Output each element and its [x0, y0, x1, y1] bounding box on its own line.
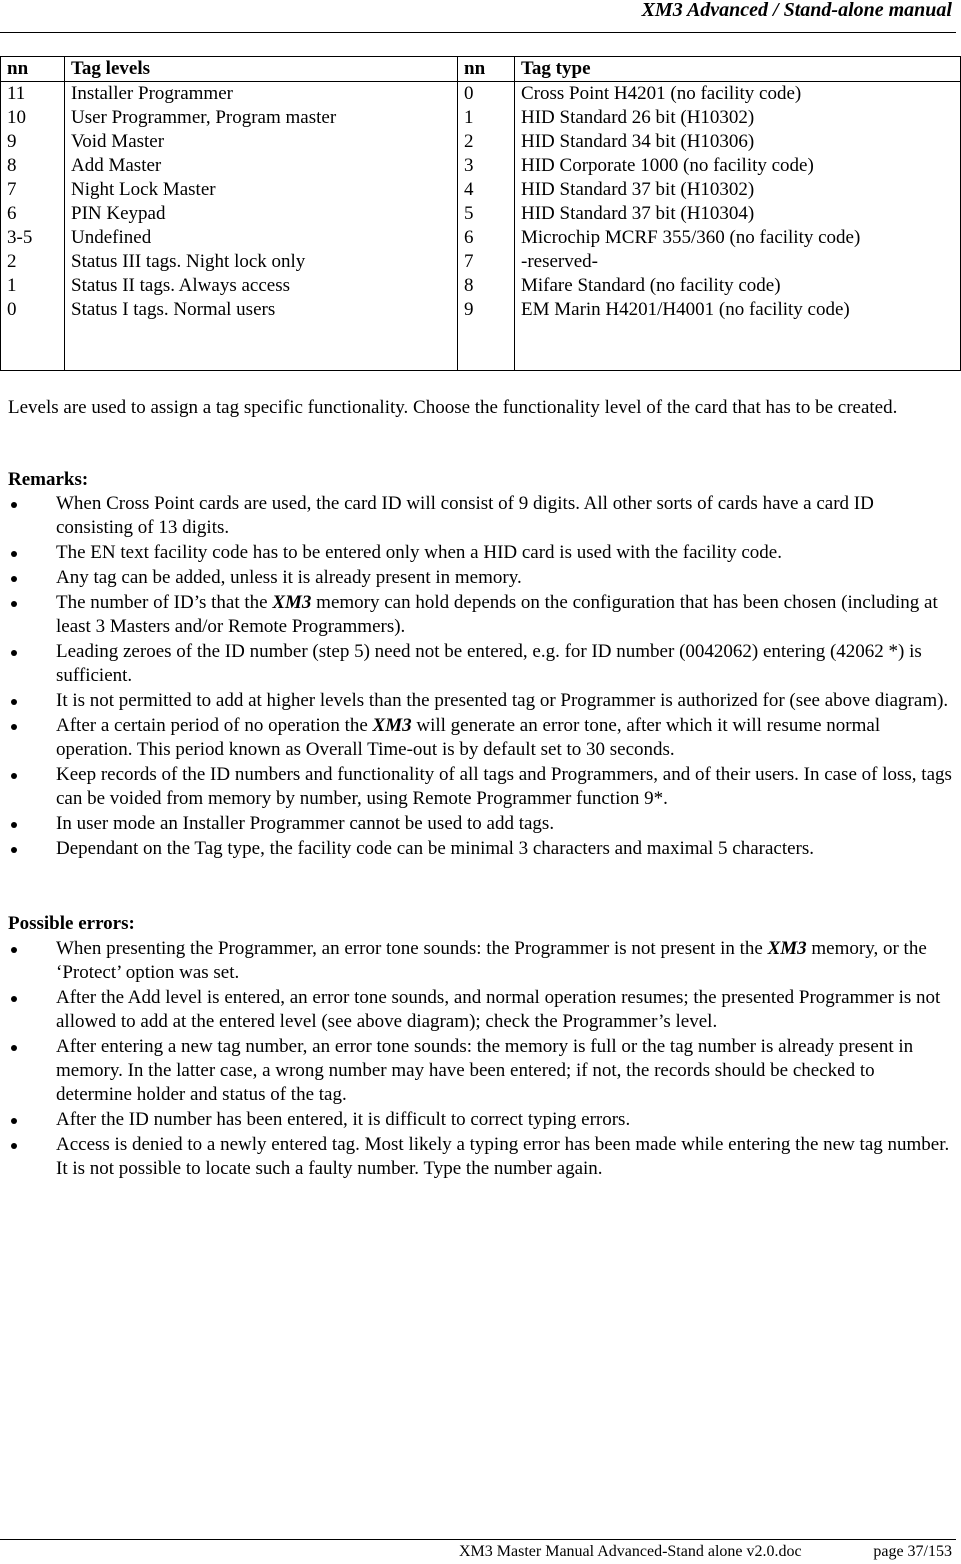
level-names-column [65, 82, 458, 371]
table-cell-line: 0 [464, 83, 474, 104]
bullet-icon [11, 650, 17, 656]
list-item-text: Access is denied to a newly entered tag. Most likely a typing error has been made while entering the new tag number. It is not possible to locate such a faulty number. Type the number again. [56, 1134, 950, 1179]
header-tag-levels: Tag levels [65, 57, 458, 82]
bullet-icon [11, 601, 17, 607]
bullet-icon [11, 996, 17, 1002]
errors-list [0, 937, 953, 1182]
table-cell-line: 0 [7, 299, 17, 320]
table-cell-line: 7 [7, 179, 17, 200]
list-item [0, 812, 953, 836]
table-cell-line: Status II tags. Always access [71, 275, 290, 296]
bullet-icon [11, 502, 17, 508]
list-item [0, 837, 953, 861]
table-cell-line: 11 [7, 83, 26, 104]
list-item-text: When presenting the Programmer, an error tone sounds: the Programmer is not present in the [56, 938, 768, 959]
header-title: XM3 Advanced / Stand-alone manual [641, 0, 952, 21]
footer-page-number: page 37/153 [873, 1543, 952, 1560]
table-cell-line: 10 [7, 107, 26, 128]
product-name: XM3 [272, 592, 312, 613]
level-nn-column [1, 82, 65, 371]
table-cell-line: Status III tags. Night lock only [71, 251, 306, 272]
list-item-text: After entering a new tag number, an error tone sounds: the memory is full or the tag number is already present in memory. In the latter case, a wrong number may have been entered; if not, the records should be checked to determine holder and status of the tag. [56, 1036, 914, 1105]
table-cell-line: HID Standard 37 bit (H10302) [521, 179, 755, 200]
table-cell-line: HID Corporate 1000 (no facility code) [521, 155, 814, 176]
product-name: XM3 [767, 938, 807, 959]
table-cell-line: 1 [7, 275, 17, 296]
table-cell-line: 5 [464, 203, 474, 224]
table-cell-line: PIN Keypad [71, 203, 166, 224]
list-item [0, 937, 953, 985]
table-cell-line: HID Standard 34 bit (H10306) [521, 131, 755, 152]
list-item-text: After a certain period of no operation the [56, 715, 373, 736]
list-item-text: It is not permitted to add at higher levels than the presented tag or Programmer is authorized for (see above diagram). [56, 690, 949, 711]
list-item-text: The EN text facility code has to be entered only when a HID card is used with the facility code. [56, 542, 782, 563]
list-item [0, 492, 953, 540]
table-cell-line: Microchip MCRF 355/360 (no facility code) [521, 227, 861, 248]
table-cell-line: Installer Programmer [71, 83, 233, 104]
table-cell-line: User Programmer, Program master [71, 107, 337, 128]
list-item-text: In user mode an Installer Programmer cannot be used to add tags. [56, 813, 555, 834]
tag-table-header-row [1, 57, 961, 82]
bullet-icon [11, 576, 17, 582]
bullet-icon [11, 822, 17, 828]
table-cell-line: Void Master [71, 131, 165, 152]
list-item [0, 541, 953, 565]
type-nn-column [458, 82, 515, 371]
errors-heading: Possible errors: [8, 913, 135, 934]
list-item-text: The number of ID’s that the [56, 592, 273, 613]
table-cell-line: 6 [7, 203, 17, 224]
list-item-text: memory can hold depends on the configuration that has been chosen (including at least 3 Masters and/or Remote Programmers). [56, 592, 938, 637]
table-cell-line: Status I tags. Normal users [71, 299, 276, 320]
table-cell-line: EM Marin H4201/H4001 (no facility code) [521, 299, 850, 320]
table-cell-line: HID Standard 26 bit (H10302) [521, 107, 755, 128]
product-name: XM3 [372, 715, 412, 736]
list-item [0, 566, 953, 590]
table-cell-line: 3 [464, 155, 474, 176]
list-item [0, 1133, 953, 1181]
bullet-icon [11, 773, 17, 779]
table-cell-line: -reserved- [521, 251, 599, 272]
table-cell-line: 2 [7, 251, 17, 272]
table-cell-line: Night Lock Master [71, 179, 216, 200]
bullet-icon [11, 1045, 17, 1051]
remarks-heading: Remarks: [8, 469, 89, 490]
intro-paragraph: Levels are used to assign a tag specific functionality. Choose the functionality level of the card that has to be created. [8, 397, 898, 418]
table-cell-line: 8 [464, 275, 474, 296]
table-cell-line: 1 [464, 107, 474, 128]
list-item [0, 640, 953, 688]
list-item [0, 763, 953, 811]
table-cell-line: Add Master [71, 155, 162, 176]
list-item [0, 591, 953, 639]
table-cell-line: 3-5 [7, 227, 33, 248]
page-header [0, 0, 956, 33]
list-item [0, 1108, 953, 1132]
bullet-icon [11, 551, 17, 557]
table-cell-line: Cross Point H4201 (no facility code) [521, 83, 802, 104]
table-cell-line: 8 [7, 155, 17, 176]
list-item-text: Leading zeroes of the ID number (step 5) need not be entered, e.g. for ID number (0042062) entering (42062 *) is sufficient. [56, 641, 922, 686]
list-item-text: After the Add level is entered, an error tone sounds, and normal operation resumes; the presented Programmer is not allowed to add at the entered level (see above diagram); check the Programmer’s level. [56, 987, 941, 1032]
page-footer [0, 1539, 956, 1564]
table-cell-line: Undefined [71, 227, 152, 248]
table-cell-line: 9 [464, 299, 474, 320]
bullet-icon [11, 724, 17, 730]
header-nn-types: nn [458, 57, 515, 82]
bullet-icon [11, 1118, 17, 1124]
bullet-icon [11, 699, 17, 705]
tag-table [0, 56, 961, 371]
bullet-icon [11, 847, 17, 853]
list-item [0, 1035, 953, 1107]
table-cell-line: Mifare Standard (no facility code) [521, 275, 781, 296]
list-item-text: memory, or the ‘Protect’ option was set. [56, 938, 927, 983]
list-item [0, 689, 953, 713]
bullet-icon [11, 947, 17, 953]
list-item-text: Dependant on the Tag type, the facility code can be minimal 3 characters and maximal 5 characters. [56, 838, 815, 859]
table-cell-line: 2 [464, 131, 474, 152]
table-cell-line: 4 [464, 179, 474, 200]
tag-table-body-row [1, 82, 961, 371]
list-item-text: will generate an error tone, after which it will resume normal operation. This period known as Overall Time-out is by default set to 30 seconds. [56, 715, 881, 760]
table-cell-line: 9 [7, 131, 17, 152]
list-item [0, 714, 953, 762]
type-names-column [515, 82, 961, 371]
bullet-icon [11, 1143, 17, 1149]
footer-document-name: XM3 Master Manual Advanced-Stand alone v2.0.doc [459, 1543, 802, 1560]
list-item-text: After the ID number has been entered, it is difficult to correct typing errors. [56, 1109, 631, 1130]
table-cell-line: HID Standard 37 bit (H10304) [521, 203, 755, 224]
table-cell-line: 7 [464, 251, 474, 272]
header-nn-levels: nn [1, 57, 65, 82]
list-item-text: When Cross Point cards are used, the card ID will consist of 9 digits. All other sorts of cards have a card ID consisting of 13 digits. [56, 493, 874, 538]
list-item-text: Keep records of the ID numbers and functionality of all tags and Programmers, and of their users. In case of loss, tags can be voided from memory by number, using Remote Programmer function 9*. [56, 764, 952, 809]
header-tag-type: Tag type [515, 57, 961, 82]
list-item [0, 986, 953, 1034]
remarks-list [0, 492, 953, 862]
list-item-text: Any tag can be added, unless it is already present in memory. [56, 567, 522, 588]
table-cell-line: 6 [464, 227, 474, 248]
